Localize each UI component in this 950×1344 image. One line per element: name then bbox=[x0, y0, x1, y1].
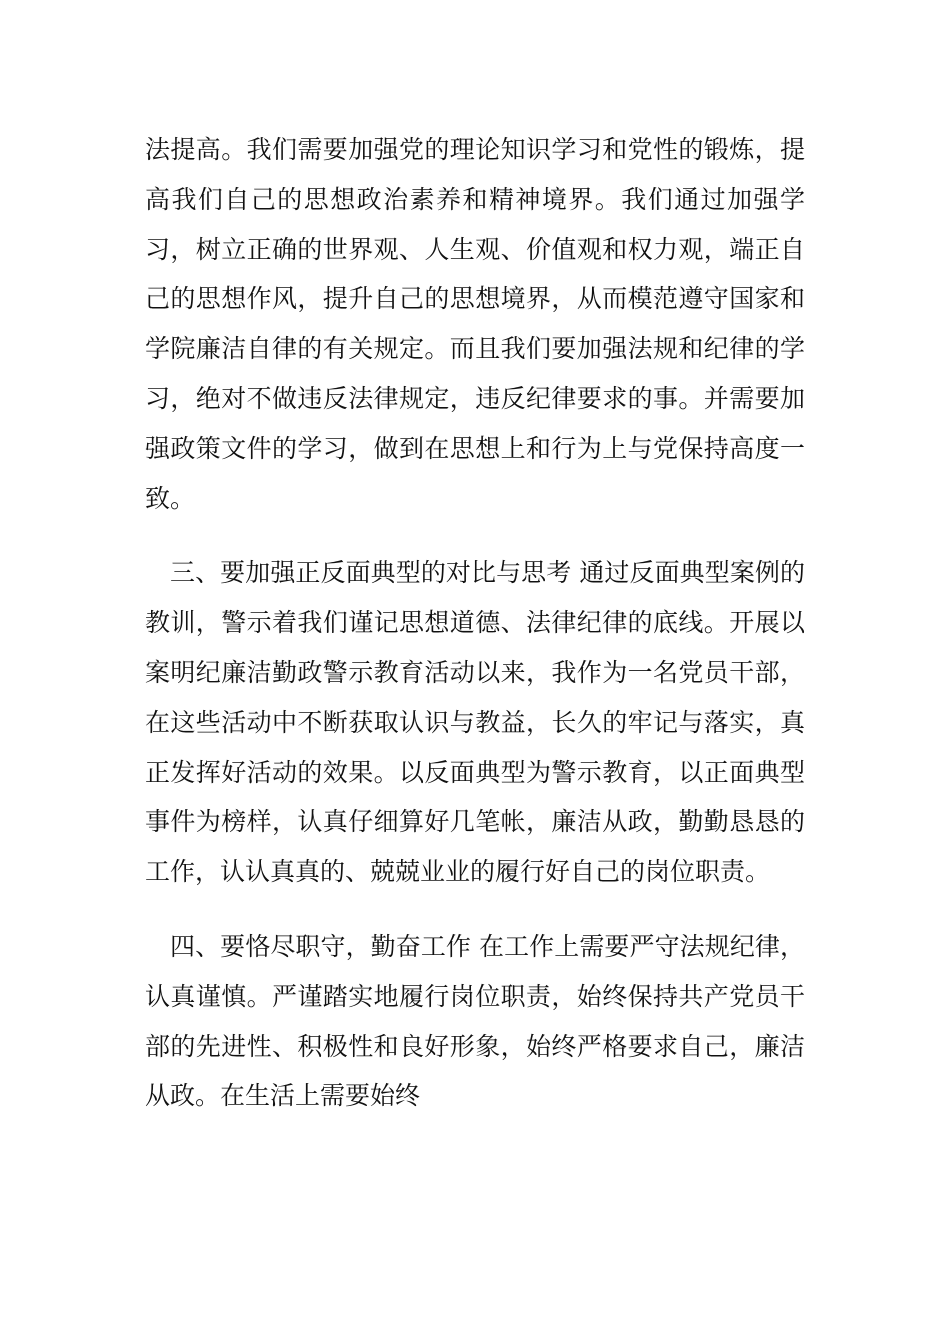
paragraph-section-four: 四、要恪尽职守，勤奋工作 在工作上需要严守法规纪律，认真谨慎。严谨踏实地履行岗位职责，始终保持共产党员干部的先进性、积极性和良好形象，始终严格要求自己，廉洁从政。在生活上需要始终 bbox=[145, 931, 805, 1111]
paragraph-continuation: 法提高。我们需要加强党的理论知识学习和党性的锻炼，提高我们自己的思想政治素养和精神境界。我们通过加强学习，树立正确的世界观、人生观、价值观和权力观，端正自己的思想作风，提升自己的思想境界，从而模范遵守国家和学院廉洁自律的有关规定。而且我们要加强法规和纪律的学习，绝对不做违反法律规定，违反纪律要求的事。并需要加强政策文件的学习，做到在思想上和行为上与党保持高度一致。 bbox=[145, 135, 805, 513]
paragraph-section-three: 三、要加强正反面典型的对比与思考 通过反面典型案例的教训，警示着我们谨记思想道德、法律纪律的底线。开展以案明纪廉洁勤政警示教育活动以来，我作为一名党员干部，在这些活动中不断获取认识与教益，长久的牢记与落实，真正发挥好活动的效果。以反面典型为警示教育，以正面典型事件为榜样，认真仔细算好几笔帐，廉洁从政，勤勤恳恳的工作，认认真真的、兢兢业业的履行好自己的岗位职责。 bbox=[145, 558, 805, 887]
document-body bbox=[145, 125, 805, 1121]
